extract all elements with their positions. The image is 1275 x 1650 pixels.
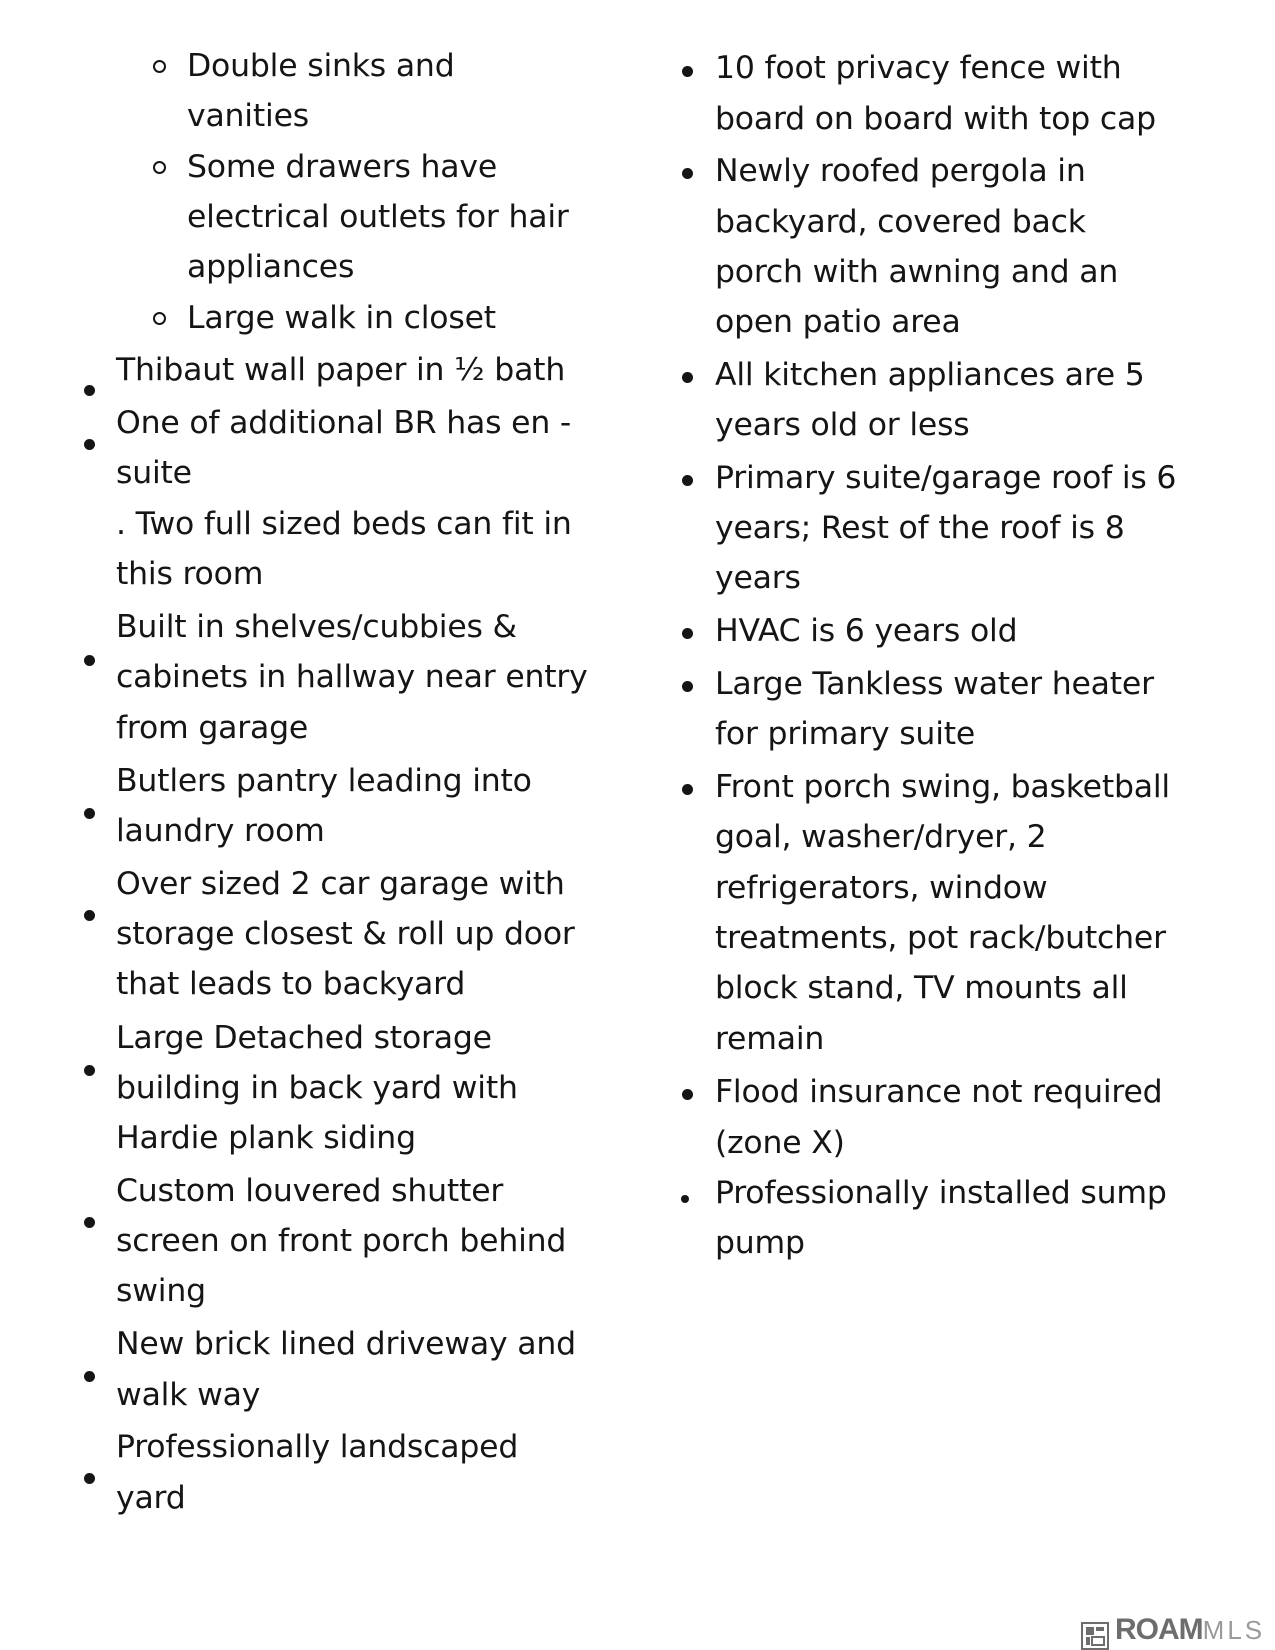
bullet-icon xyxy=(84,1217,95,1228)
list-line: building in back yard with xyxy=(116,1070,518,1106)
list-line: Front porch swing, basketball xyxy=(715,769,1170,805)
list-line: goal, washer/dryer, 2 xyxy=(715,819,1047,855)
list-line: porch with awning and an xyxy=(715,254,1119,290)
bullet-icon xyxy=(682,681,693,692)
list-line: Butlers pantry leading into xyxy=(116,763,532,799)
sub-list-line: appliances xyxy=(187,249,355,285)
list-line: Professionally installed sump xyxy=(715,1175,1167,1211)
list-line: Professionally landscaped xyxy=(116,1429,519,1465)
list-line: One of additional BR has en - xyxy=(116,405,572,441)
list-line: suite xyxy=(116,455,192,491)
bullet-icon xyxy=(84,385,95,396)
list-line: swing xyxy=(116,1273,206,1309)
sub-list-line: vanities xyxy=(187,98,309,134)
list-line: backyard, covered back xyxy=(715,204,1086,240)
sub-list-line: Some drawers have xyxy=(187,149,498,185)
list-line: screen on front porch behind xyxy=(116,1223,567,1259)
list-line: board on board with top cap xyxy=(715,101,1156,137)
list-line: cabinets in hallway near entry xyxy=(116,659,588,695)
roam-mls-logo xyxy=(1081,1613,1275,1650)
list-line: remain xyxy=(715,1021,825,1057)
logo-wordmark xyxy=(1115,1615,1265,1650)
list-line: treatments, pot rack/butcher xyxy=(715,920,1166,956)
bullet-icon xyxy=(682,168,693,179)
list-line: Large Tankless water heater xyxy=(715,666,1154,702)
hollow-bullet-icon xyxy=(153,60,166,73)
list-line: (zone X) xyxy=(715,1125,845,1161)
list-line: pump xyxy=(715,1225,805,1261)
list-line: New brick lined driveway and xyxy=(116,1326,576,1362)
list-line: Hardie plank siding xyxy=(116,1120,416,1156)
list-line: 10 foot privacy fence with xyxy=(715,50,1122,86)
list-line: years; Rest of the roof is 8 xyxy=(715,510,1125,546)
sub-list-line: Double sinks and xyxy=(187,48,455,84)
bullet-icon xyxy=(84,439,95,450)
bullet-icon xyxy=(681,1195,689,1203)
bullet-icon xyxy=(682,372,693,383)
list-line: laundry room xyxy=(116,813,325,849)
list-line: from garage xyxy=(116,710,309,746)
list-line: Primary suite/garage roof is 6 xyxy=(715,460,1177,496)
bullet-icon xyxy=(84,910,95,921)
list-line: storage closest & roll up door xyxy=(116,916,575,952)
list-line: walk way xyxy=(116,1377,261,1413)
bullet-icon xyxy=(682,66,693,77)
list-line: this room xyxy=(116,556,264,592)
list-line: years old or less xyxy=(715,407,970,443)
bullet-icon xyxy=(84,655,95,666)
list-line: that leads to backyard xyxy=(116,966,466,1002)
bullet-icon xyxy=(84,1065,95,1076)
list-line: All kitchen appliances are 5 xyxy=(715,357,1145,393)
bullet-icon xyxy=(682,784,693,795)
list-line: years xyxy=(715,560,801,596)
list-line: . Two full sized beds can fit in xyxy=(116,506,572,542)
sub-list-line: Large walk in closet xyxy=(187,300,496,336)
list-line: Over sized 2 car garage with xyxy=(116,866,565,902)
bullet-icon xyxy=(84,1371,95,1382)
bullet-icon xyxy=(84,1473,95,1484)
list-line: Flood insurance not required xyxy=(715,1074,1163,1110)
bullet-icon xyxy=(682,1089,693,1100)
list-line: yard xyxy=(116,1480,186,1516)
roam-mls-logo-icon xyxy=(1081,1622,1109,1650)
hollow-bullet-icon xyxy=(153,161,166,174)
logo-suffix: MLS xyxy=(1202,1615,1266,1645)
list-line: open patio area xyxy=(715,304,961,340)
sub-list-line: electrical outlets for hair xyxy=(187,199,569,235)
hollow-bullet-icon xyxy=(153,312,166,325)
list-line: for primary suite xyxy=(715,716,976,752)
bullet-icon xyxy=(682,475,693,486)
list-line: Large Detached storage xyxy=(116,1020,492,1056)
list-line: Custom louvered shutter xyxy=(116,1173,504,1209)
list-line: refrigerators, window xyxy=(715,870,1048,906)
bullet-icon xyxy=(682,628,693,639)
list-line: block stand, TV mounts all xyxy=(715,970,1128,1006)
list-line: Built in shelves/cubbies & xyxy=(116,609,517,645)
list-line: HVAC is 6 years old xyxy=(715,613,1018,649)
logo-brand: ROAM xyxy=(1115,1613,1203,1646)
list-line: Newly roofed pergola in xyxy=(715,153,1086,189)
list-line: Thibaut wall paper in ½ bath xyxy=(116,352,566,388)
bullet-icon xyxy=(84,808,95,819)
